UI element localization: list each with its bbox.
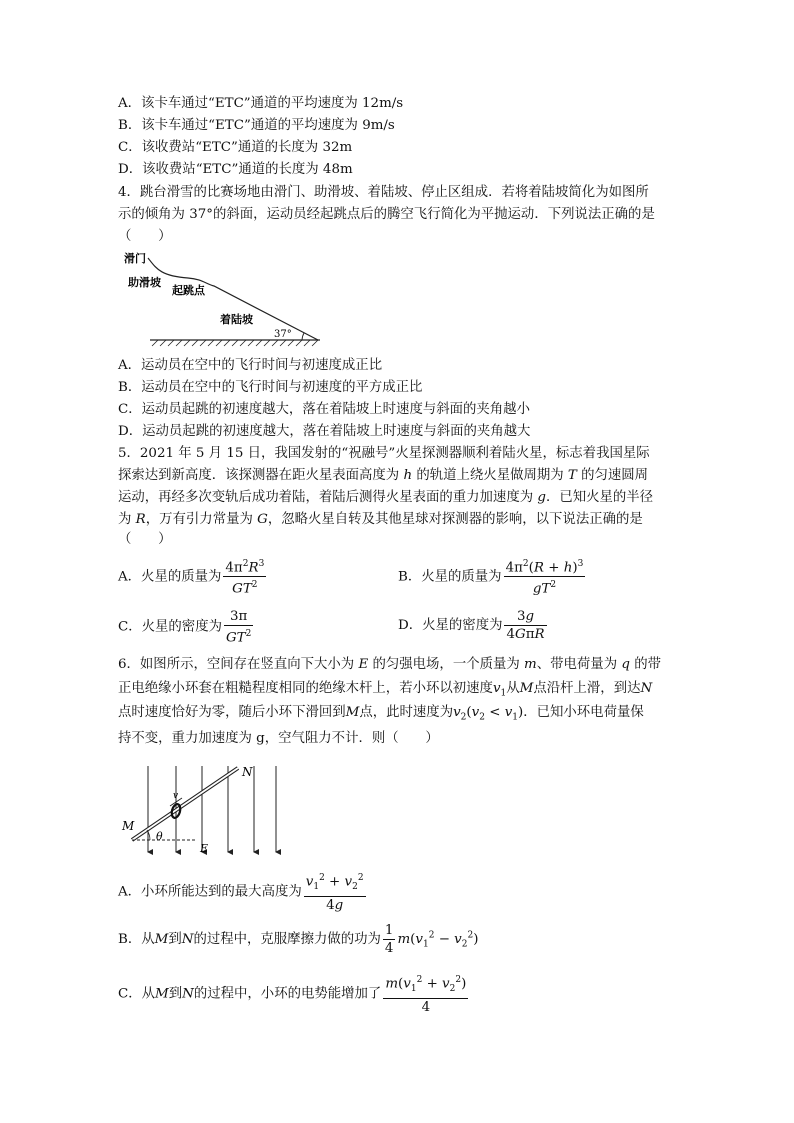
- q6-option-b: B．从M到N的过程中，克服摩擦力做的功为 $\frac{1}{4}$ $m(v_1^2 - v_2^2)$: [118, 923, 479, 956]
- q6-option-a: A．小环所能达到的最大高度为 $\frac{v_1^2 + v_2^2}{4g}$: [118, 870, 368, 914]
- q3-option-b: B．该卡车通过“ETC”通道的平均速度为 9m/s: [118, 118, 395, 133]
- q4-option-a: A．运动员在空中的飞行时间与初速度成正比: [118, 358, 383, 373]
- q5-stem-line1: 5．2021 年 5 月 15 日，我国发射的“祝融号”火星探测器顺利着陆火星，标志着我国星际: [118, 446, 650, 461]
- q6-stem-line3: 点时速度恰好为零，随后小环下滑回到M点，此时速度为$v_2(v_2 < v_1)$．已知小环电荷量保: [118, 705, 644, 723]
- q5-stem-line4: 为 R，万有引力常量为 G，忽略火星自转及其他星球对探测器的影响，以下说法正确的是: [118, 512, 643, 527]
- label-landing-slope: 着陆坡: [220, 313, 253, 326]
- label-run-slope: 助滑坡: [128, 276, 161, 289]
- label-e: E: [200, 842, 209, 855]
- q4-answer-paren: （ ）: [118, 229, 172, 244]
- q5-option-c: C．火星的密度为 $\frac{3\pi}{GT^2}$: [118, 609, 252, 646]
- ring-rod-figure: [118, 760, 288, 860]
- q5-option-a: A．火星的质量为 $\frac{4\pi^2R^3}{GT^2}$: [118, 556, 268, 598]
- q4-option-c: C．运动员起跳的初速度越大，落在着陆坡上时速度与斜面的夹角越小: [118, 402, 530, 417]
- q5-stem-line2: 探索达到新高度．该探测器在距火星表面高度为 h 的轨道上绕火星做周期为 T 的匀速圆周: [118, 468, 649, 483]
- q4-stem-line2: 示的倾角为 37°的斜面，运动员经起跳点后的腾空飞行简化为平抛运动．下列说法正确的是: [118, 207, 655, 222]
- label-v: v: [173, 791, 179, 801]
- q6-stem-line1: 6．如图所示，空间存在竖直向下大小为 E 的匀强电场，一个质量为 m、带电荷量为 q 的带: [118, 657, 661, 672]
- q4-option-b: B．运动员在空中的飞行时间与初速度的平方成正比: [118, 380, 423, 395]
- q5-stem-line3: 运动，再经多次变轨后成功着陆，着陆后测得火星表面的重力加速度为 g．已知火星的半径: [118, 490, 654, 505]
- q5-option-d: D．火星的密度为 $\frac{3g}{\text{4GπR}}$: [398, 609, 545, 642]
- q5-answer-paren: （ ）: [118, 532, 172, 547]
- q3-option-d: D．该收费站“ETC”通道的长度为 48m: [118, 162, 353, 177]
- label-m: M: [122, 819, 135, 833]
- q4-stem-line1: 4．跳台滑雪的比赛场地由滑门、助滑坡、着陆坡、停止区组成．若将着陆坡简化为如图所: [118, 185, 649, 200]
- q6-stem-line4: 持不变，重力加速度为 g，空气阻力不计．则（ ）: [118, 731, 439, 746]
- q3-option-a: A．该卡车通过“ETC”通道的平均速度为 12m/s: [118, 96, 404, 111]
- ski-jump-figure: [118, 248, 328, 348]
- label-theta: θ: [156, 830, 163, 843]
- q4-option-d: D．运动员起跳的初速度越大，落在着陆坡上时速度与斜面的夹角越大: [118, 424, 531, 439]
- q3-option-c: C．该收费站“ETC”通道的长度为 32m: [118, 140, 353, 155]
- label-angle: 37°: [274, 329, 292, 340]
- label-jump-point: 起跳点: [172, 284, 205, 297]
- q5-option-b: B．火星的质量为 $\frac{4\pi^2(R + h)^3}{gT^2}$: [398, 556, 587, 598]
- q6-option-c: C．从M到N的过程中，小环的电势能增加了 $\frac{m(v_1^2 + v_2^2)}{4}$: [118, 972, 470, 1016]
- q6-stem-line2: 正电绝缘小环套在粗糙程度相同的绝缘木杆上，若小环以初速度$v_1$从M点沿杆上滑，到达N: [118, 681, 653, 699]
- label-n: N: [242, 765, 253, 779]
- label-gate: 滑门: [124, 252, 146, 265]
